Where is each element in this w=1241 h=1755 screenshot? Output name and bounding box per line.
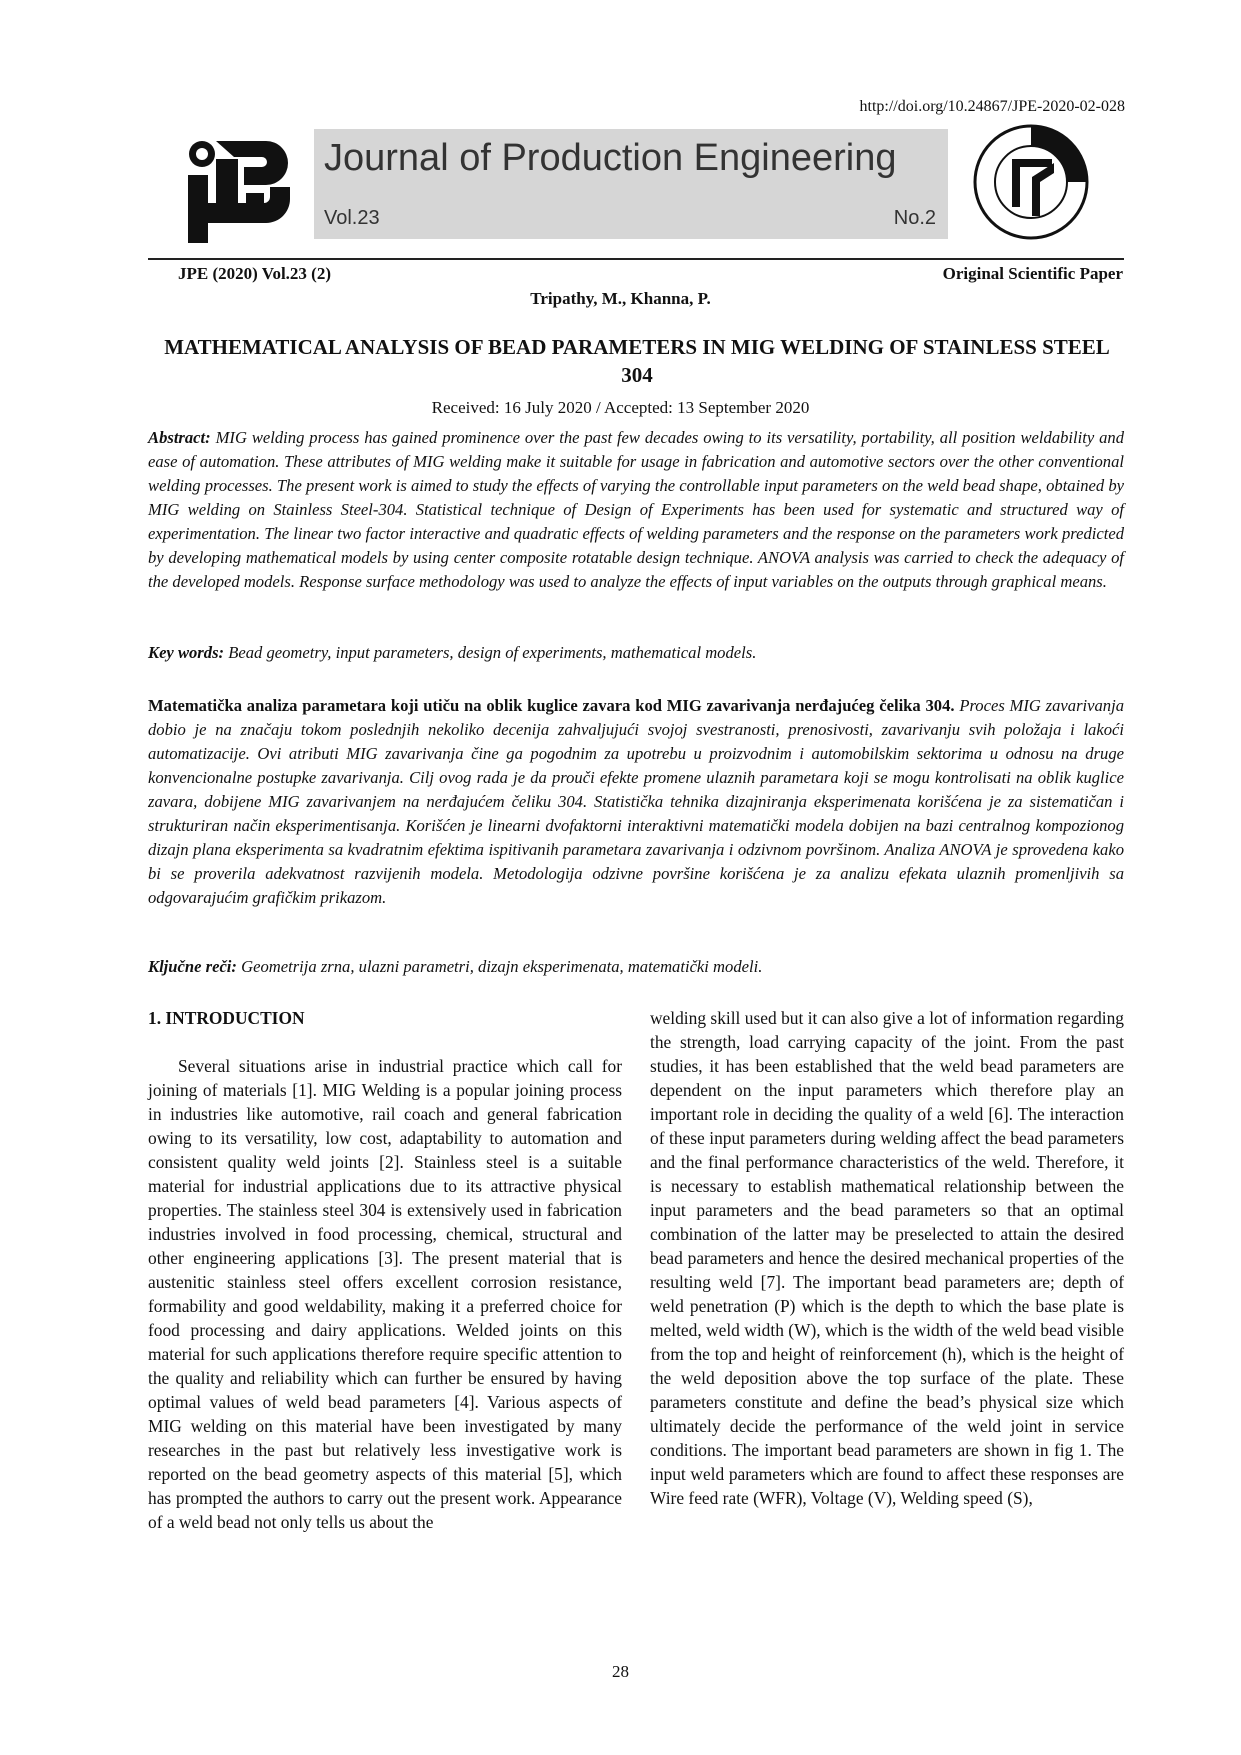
journal-title-box xyxy=(314,129,948,239)
faculty-seal-icon xyxy=(972,123,1090,241)
left-column xyxy=(148,1006,622,1534)
keywords-text: Bead geometry, input parameters, design of experiments, mathematical models. xyxy=(228,643,757,662)
header-rule xyxy=(148,258,1124,260)
journal-title: Journal of Production Engineering xyxy=(324,137,897,179)
doi-link[interactable]: http://doi.org/10.24867/JPE-2020-02-028 xyxy=(859,98,1125,115)
page-number: 28 xyxy=(612,1662,629,1681)
journal-banner xyxy=(186,123,1200,245)
serbian-keywords-text: Geometrija zrna, ulazni parametri, dizajn eksperimenata, matematički modeli. xyxy=(241,957,763,976)
abstract-label: Abstract: xyxy=(148,428,211,447)
left-column-text: Several situations arise in industrial practice which call for joining of materials [1]. MIG Welding is a popular joining process in industries like automotive, rail coach and general fabrication owing to its versatility, low cost, adaptability to automation and consistent quality weld joints [2]. Stainless steel is a suitable material for industrial applications due to its attractive physical properties. The stainless steel 304 is extensively used in fabrication industries involved in food processing, chemical, structural and other engineering applications [3]. The present material that is austenitic stainless steel offers excellent corrosion resistance, formability and good weldability, making it a preferred choice for food processing and dairy applications. Welded joints on this material for such applications therefore require specific attention to the quality and reliability which can further be ensured by having optimal values of weld bead parameters [4]. Various aspects of MIG welding on this material have been investigated by many researches in the past but relatively less investigative work is reported on the bead geometry aspects of this material [5], which has prompted the authors to carry out the present work. Appearance of a weld bead not only tells us about the xyxy=(148,1056,622,1532)
paper-type: Original Scientific Paper xyxy=(942,264,1123,283)
jpe-logo-icon xyxy=(186,137,292,245)
keywords-label: Key words: xyxy=(148,643,225,662)
serbian-abstract xyxy=(148,694,1124,910)
serbian-abstract-text: Proces MIG zavarivanja dobio je na značaju tokom poslednjih nekoliko decenija zahvaljujući svojoj svestranosti, prenosivosti, zavarivanju svih položaja i lakoći automatizacije. Ovi atributi MIG zavarivanja čine ga pogodnim za upotrebu u proizvodnim i automobilskim sektorima u odnosu na druge konvencionalne postupke zavarivanja. Cilj ovog rada je da prouči efekte promene ulaznih parametara koji se mogu kontrolisati na oblik kuglice zavara, dobijene MIG zavarivanjem na nerđajućem čeliku 304. Statistička tehnika dizajniranja eksperimenata korišćena je za sistematičan i strukturiran način eksperimentisanja. Korišćen je linearni dvofaktorni interaktivni matematički modela dobijen na bazi centralnog kompozionog dizajn plana eksperimenta sa kvadratnim efektima ispitivanih parametara zavarivanja i odzivnom površinom. Analiza ANOVA je sprovedena kako bi se proverila adekvatnost razvijenih modela. Metodologija odzivne površine korišćena je za analizu efekata ulaznih promenljivih sa odgovarajućim grafičkim prikazom. xyxy=(148,696,1124,907)
received-dates: Received: 16 July 2020 / Accepted: 13 September 2020 xyxy=(431,398,810,417)
volume-label: Vol.23 xyxy=(324,207,380,229)
serbian-keywords xyxy=(148,957,1124,977)
serbian-keywords-label: Ključne reči: xyxy=(148,957,237,976)
journal-citation: JPE (2020) Vol.23 (2) xyxy=(178,264,331,283)
authors: Tripathy, M., Khanna, P. xyxy=(530,289,711,308)
right-column-text: welding skill used but it can also give a lot of information regarding the strength, load carrying capacity of the joint. From the past studies, it has been established that the weld bead parameters are dependent on the input parameters which therefore play an important role in deciding the quality of a weld [6]. The interaction of these input parameters during welding affect the bead parameters and the final performance characteristics of the weld. Therefore, it is necessary to establish mathematical relationship between the input parameters and the bead parameters so that an optimal combination of the latter may be preselected to attain the desired bead parameters and hence the desired mechanical properties of the resulting weld [7]. The important bead parameters are; depth of weld penetration (P) which is the depth to which the base plate is melted, weld width (W), which is the width of the weld bead visible from the top and height of reinforcement (h), which is the height of the weld deposition above the top surface of the plate. These parameters constitute and define the bead’s physical size which ultimately decide the performance of the weld joint in service conditions. The important bead parameters are shown in fig 1. The input weld parameters which are found to affect these responses are Wire feed rate (WFR), Voltage (V), Welding speed (S), xyxy=(650,1008,1124,1508)
serbian-title: Matematička analiza parametara koji utiču na oblik kuglice zavara kod MIG zavarivanja nerđajućeg čelika 304. xyxy=(148,696,955,715)
paper-title: MATHEMATICAL ANALYSIS OF BEAD PARAMETERS IN MIG WELDING OF STAINLESS STEEL 304 xyxy=(164,335,1110,387)
right-column xyxy=(650,1006,1124,1510)
abstract xyxy=(148,426,1124,594)
number-label: No.2 xyxy=(893,207,936,229)
keywords xyxy=(148,643,1124,663)
section-heading: 1. INTRODUCTION xyxy=(148,1008,305,1028)
abstract-text: MIG welding process has gained prominence over the past few decades owing to its versatility, portability, all position weldability and ease of automation. These attributes of MIG welding make it suitable for usage in fabrication and automotive sectors over the other conventional welding processes. The present work is aimed to study the effects of varying the controllable input parameters on the weld bead shape, obtained by MIG welding on Stainless Steel-304. Statistical technique of Design of Experiments has been used for systematic and structured way of experimentation. The linear two factor interactive and quadratic effects of welding parameters and the response on the parameters work predicted by developing mathematical models by using center composite rotatable design technique. ANOVA analysis was carried to check the adequacy of the developed models. Response surface methodology was used to analyze the effects of input variables on the outputs through graphical means. xyxy=(148,428,1125,591)
